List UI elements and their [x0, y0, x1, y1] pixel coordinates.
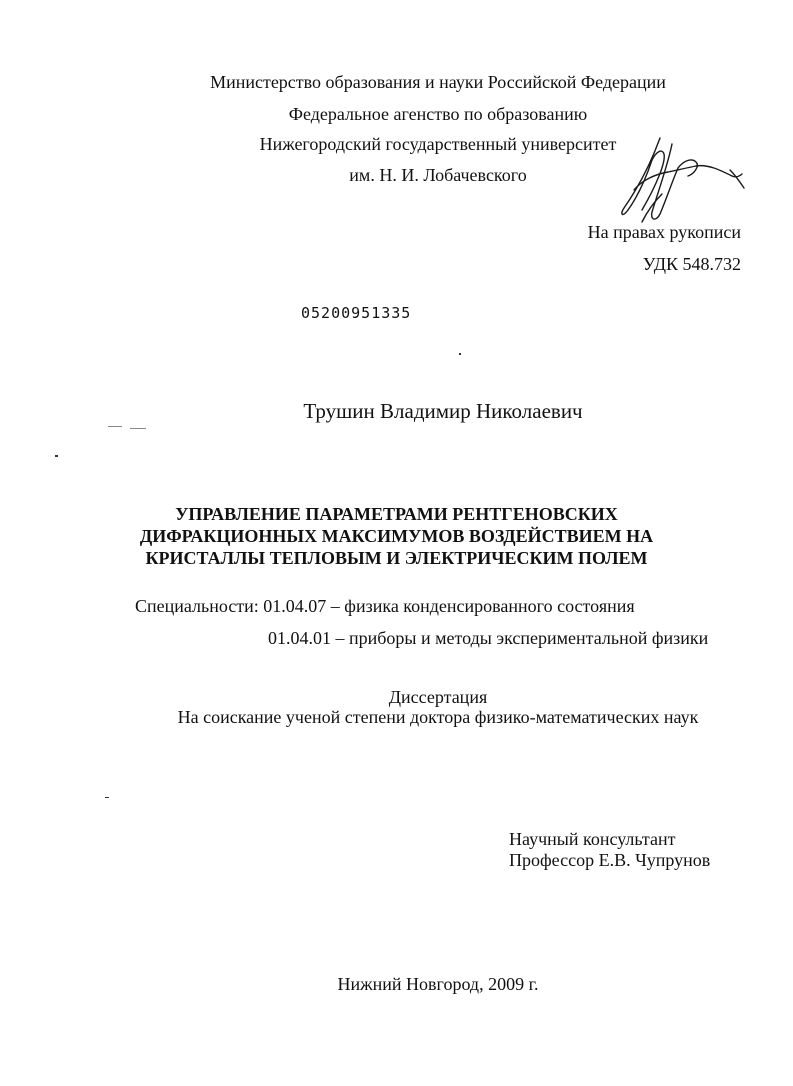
degree-line: На соискание ученой степени доктора физико-математических наук	[177, 707, 699, 727]
ministry-line: Министерство образования и науки Российской Федерации	[210, 72, 666, 92]
university-line: Нижегородский государственный университет	[259, 134, 617, 154]
manuscript-rights: На правах рукописи	[587, 222, 741, 242]
handwritten-signature	[612, 130, 752, 230]
city-year: Нижний Новгород, 2009 г.	[337, 974, 539, 994]
scan-speck	[55, 455, 58, 457]
agency-line: Федеральное агенство по образованию	[288, 104, 588, 124]
dissertation-title	[0, 503, 793, 569]
scan-speck	[105, 797, 109, 798]
named-after-line: им. Н. И. Лобачевского	[349, 165, 527, 185]
scan-speck	[130, 428, 146, 429]
advisor-role: Научный консультант	[509, 829, 676, 849]
specialty-line-1: Специальности: 01.04.07 – физика конденсированного состояния	[135, 596, 635, 616]
specialty-line-2: 01.04.01 – приборы и методы экспериментальной физики	[268, 628, 709, 648]
udk-code: УДК 548.732	[642, 254, 741, 274]
scan-speck	[108, 426, 122, 427]
advisor-name: Профессор Е.В. Чупрунов	[509, 850, 711, 870]
serial-number: 05200951335	[301, 304, 412, 322]
title-line-1: УПРАВЛЕНИЕ ПАРАМЕТРАМИ РЕНТГЕНОВСКИХ	[175, 504, 618, 524]
scan-speck	[459, 353, 461, 355]
dissertation-label: Диссертация	[388, 687, 488, 707]
title-line-3: КРИСТАЛЛЫ ТЕПЛОВЫМ И ЭЛЕКТРИЧЕСКИМ ПОЛЕМ	[145, 548, 648, 568]
author-name: Трушин Владимир Николаевич	[303, 399, 583, 423]
title-line-2: ДИФРАКЦИОННЫХ МАКСИМУМОВ ВОЗДЕЙСТВИЕМ НА	[139, 526, 654, 546]
